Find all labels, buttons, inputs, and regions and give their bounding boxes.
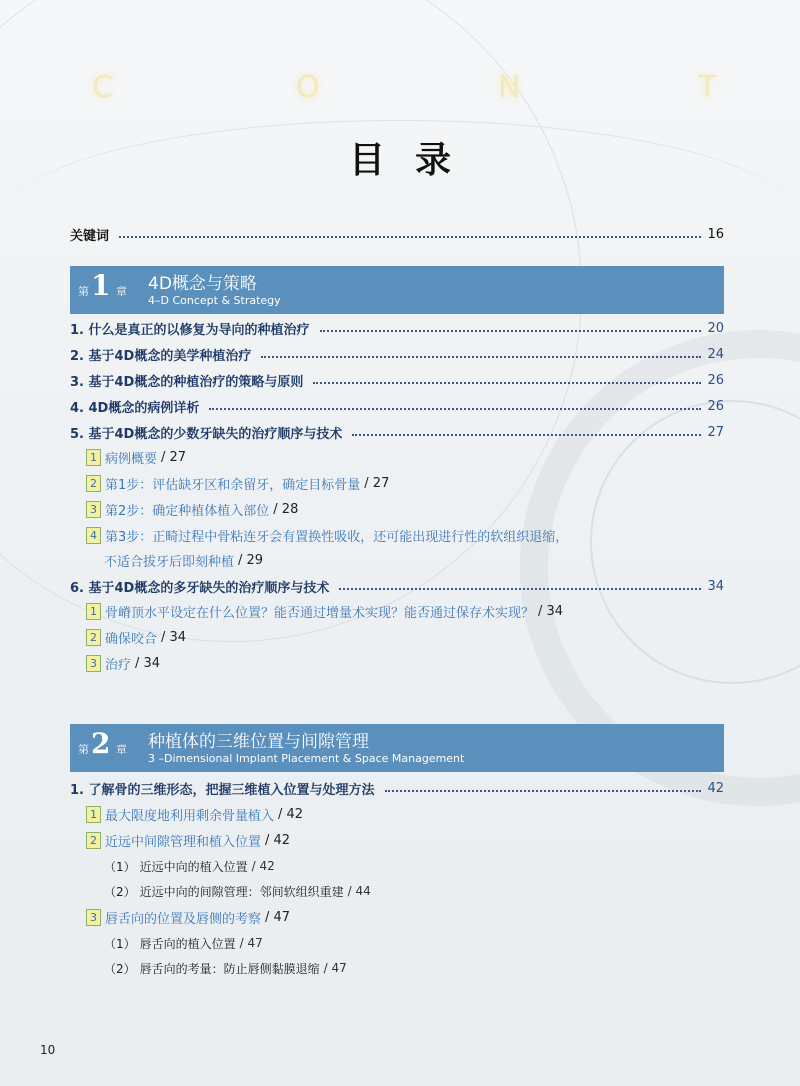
sub-entry-text: 骨嵴顶水平设定在什么位置？能否通过增量术实现？能否通过保存术实现？ xyxy=(105,605,535,621)
sub-entry-text: 不适合拔牙后即刻种植 xyxy=(104,554,235,570)
sub-entry-page: / 27 xyxy=(364,475,390,491)
cont-letter: T xyxy=(698,70,717,105)
toc-entry[interactable] xyxy=(70,344,724,364)
chapter-prefix: 第 xyxy=(78,743,89,756)
sub-entry-text: 病例概要 xyxy=(105,451,158,467)
sub-entry-page: / 28 xyxy=(273,501,299,517)
paren-number: （2） xyxy=(104,884,136,899)
number-box: 1 xyxy=(86,603,101,620)
sub-entry-text: 唇舌向的位置及唇侧的考察 xyxy=(105,911,262,927)
subsub-text: 近远中向的植入位置 xyxy=(139,859,248,874)
leader-dots xyxy=(261,356,701,358)
sub-entry-page: / 29 xyxy=(238,552,264,568)
chapter-suffix: 章 xyxy=(116,743,127,756)
toc-sub-entry[interactable] xyxy=(86,830,290,850)
toc-sub-entry[interactable] xyxy=(86,804,303,824)
chapter-suffix: 章 xyxy=(116,285,127,298)
sub-entry-page: / 34 xyxy=(538,603,564,619)
paren-number: （1） xyxy=(104,859,136,874)
toc-entry[interactable] xyxy=(70,422,724,442)
toc-sub-entry[interactable] xyxy=(86,525,568,545)
toc-label: 2. 基于4D概念的美学种植治疗 xyxy=(70,348,252,364)
toc-entry[interactable] xyxy=(70,778,724,798)
toc-sub-entry[interactable] xyxy=(86,499,298,519)
leader-dots xyxy=(313,382,701,384)
cont-letter: N xyxy=(498,70,521,105)
toc-sub-entry[interactable] xyxy=(86,907,290,927)
toc-sub-entry[interactable] xyxy=(86,627,186,647)
toc-label: 1. 了解骨的三维形态，把握三维植入位置与处理方法 xyxy=(70,782,375,798)
subsub-text: 唇舌向的考量：防止唇侧黏膜退缩 xyxy=(139,961,320,976)
number-box: 1 xyxy=(86,806,101,823)
toc-page: 26 xyxy=(707,372,724,388)
paren-number: （1） xyxy=(104,936,136,951)
toc-sub-entry[interactable] xyxy=(86,601,563,621)
chapter-number: 2 xyxy=(91,727,111,760)
cont-letter: O xyxy=(296,70,320,105)
cont-letter: C xyxy=(92,70,113,105)
toc-label: 1. 什么是真正的以修复为导向的种植治疗 xyxy=(70,322,310,338)
number-box: 3 xyxy=(86,501,101,518)
chapter-subtitle: 3 –Dimensional Implant Placement & Space Management xyxy=(148,752,465,765)
number-box: 1 xyxy=(86,449,101,466)
leader-dots xyxy=(385,790,702,792)
toc-page: 42 xyxy=(707,780,724,796)
sub-entry-page: / 27 xyxy=(161,449,187,465)
cont-header xyxy=(0,70,800,110)
toc-page: 27 xyxy=(707,424,724,440)
leader-dots xyxy=(339,588,701,590)
toc-sub-entry[interactable] xyxy=(86,653,160,673)
sub-entry-text: 近远中间隙管理和植入位置 xyxy=(105,834,262,850)
paren-number: （2） xyxy=(104,961,136,976)
toc-keywords[interactable] xyxy=(70,224,724,244)
toc-sub-entry-continued[interactable] xyxy=(104,550,263,570)
number-box: 2 xyxy=(86,832,101,849)
sub-entry-text: 第1步：评估缺牙区和余留牙，确定目标骨量 xyxy=(105,477,361,493)
subsub-page: / 47 xyxy=(239,936,263,950)
toc-page: 16 xyxy=(707,226,724,242)
number-box: 2 xyxy=(86,629,101,646)
toc-label: 4. 4D概念的病例详析 xyxy=(70,400,200,416)
chapter-number: 1 xyxy=(91,269,111,302)
toc-subsub-entry[interactable] xyxy=(104,934,263,952)
toc-page: 20 xyxy=(707,320,724,336)
chapter-title: 种植体的三维位置与间隙管理 xyxy=(148,732,369,752)
chapter-title: 4D概念与策略 xyxy=(148,274,257,294)
sub-entry-text: 第2步：确定种植体植入部位 xyxy=(105,503,270,519)
toc-page: 24 xyxy=(707,346,724,362)
subsub-page: / 47 xyxy=(323,961,347,975)
subsub-page: / 44 xyxy=(347,884,371,898)
subsub-text: 近远中向的间隙管理：邻间软组织重建 xyxy=(139,884,344,899)
toc-entry[interactable] xyxy=(70,370,724,390)
toc-label: 关键词 xyxy=(70,228,110,244)
toc-subsub-entry[interactable] xyxy=(104,882,371,900)
toc-subsub-entry[interactable] xyxy=(104,959,347,977)
sub-entry-page: / 34 xyxy=(161,629,187,645)
subsub-page: / 42 xyxy=(251,859,275,873)
chapter-subtitle: 4–D Concept & Strategy xyxy=(148,294,281,307)
toc-sub-entry[interactable] xyxy=(86,447,186,467)
page-title: 目录 xyxy=(348,139,481,181)
toc-page: 34 xyxy=(707,578,724,594)
leader-dots xyxy=(119,236,701,238)
toc-page: 26 xyxy=(707,398,724,414)
subsub-text: 唇舌向的植入位置 xyxy=(139,936,236,951)
toc-label: 6. 基于4D概念的多牙缺失的治疗顺序与技术 xyxy=(70,580,330,596)
leader-dots xyxy=(209,408,701,410)
number-box: 3 xyxy=(86,909,101,926)
toc-entry[interactable] xyxy=(70,318,724,338)
sub-entry-page: / 47 xyxy=(265,909,291,925)
sub-entry-text: 治疗 xyxy=(105,657,132,673)
sub-entry-page: / 34 xyxy=(135,655,161,671)
sub-entry-text: 最大限度地利用剩余骨量植入 xyxy=(105,808,275,824)
sub-entry-page: / 42 xyxy=(265,832,291,848)
chapter-2-banner[interactable] xyxy=(70,724,724,772)
page-number: 10 xyxy=(40,1043,56,1057)
number-box: 2 xyxy=(86,475,101,492)
toc-subsub-entry[interactable] xyxy=(104,857,275,875)
leader-dots xyxy=(352,434,701,436)
leader-dots xyxy=(320,330,702,332)
number-box: 4 xyxy=(86,527,101,544)
toc-entry[interactable] xyxy=(70,396,724,416)
sub-entry-text: 第3步：正畸过程中骨粘连牙会有置换性吸收，还可能出现进行性的软组织退缩， xyxy=(105,529,569,545)
toc-sub-entry[interactable] xyxy=(86,473,389,493)
number-box: 3 xyxy=(86,655,101,672)
sub-entry-text: 确保咬合 xyxy=(105,631,158,647)
chapter-prefix: 第 xyxy=(78,285,89,298)
toc-label: 5. 基于4D概念的少数牙缺失的治疗顺序与技术 xyxy=(70,426,343,442)
sub-entry-page: / 42 xyxy=(278,806,304,822)
toc-entry[interactable] xyxy=(70,576,724,596)
toc-label: 3. 基于4D概念的种植治疗的策略与原则 xyxy=(70,374,304,390)
chapter-1-banner[interactable] xyxy=(70,266,724,314)
background-dial-inner xyxy=(590,400,800,684)
